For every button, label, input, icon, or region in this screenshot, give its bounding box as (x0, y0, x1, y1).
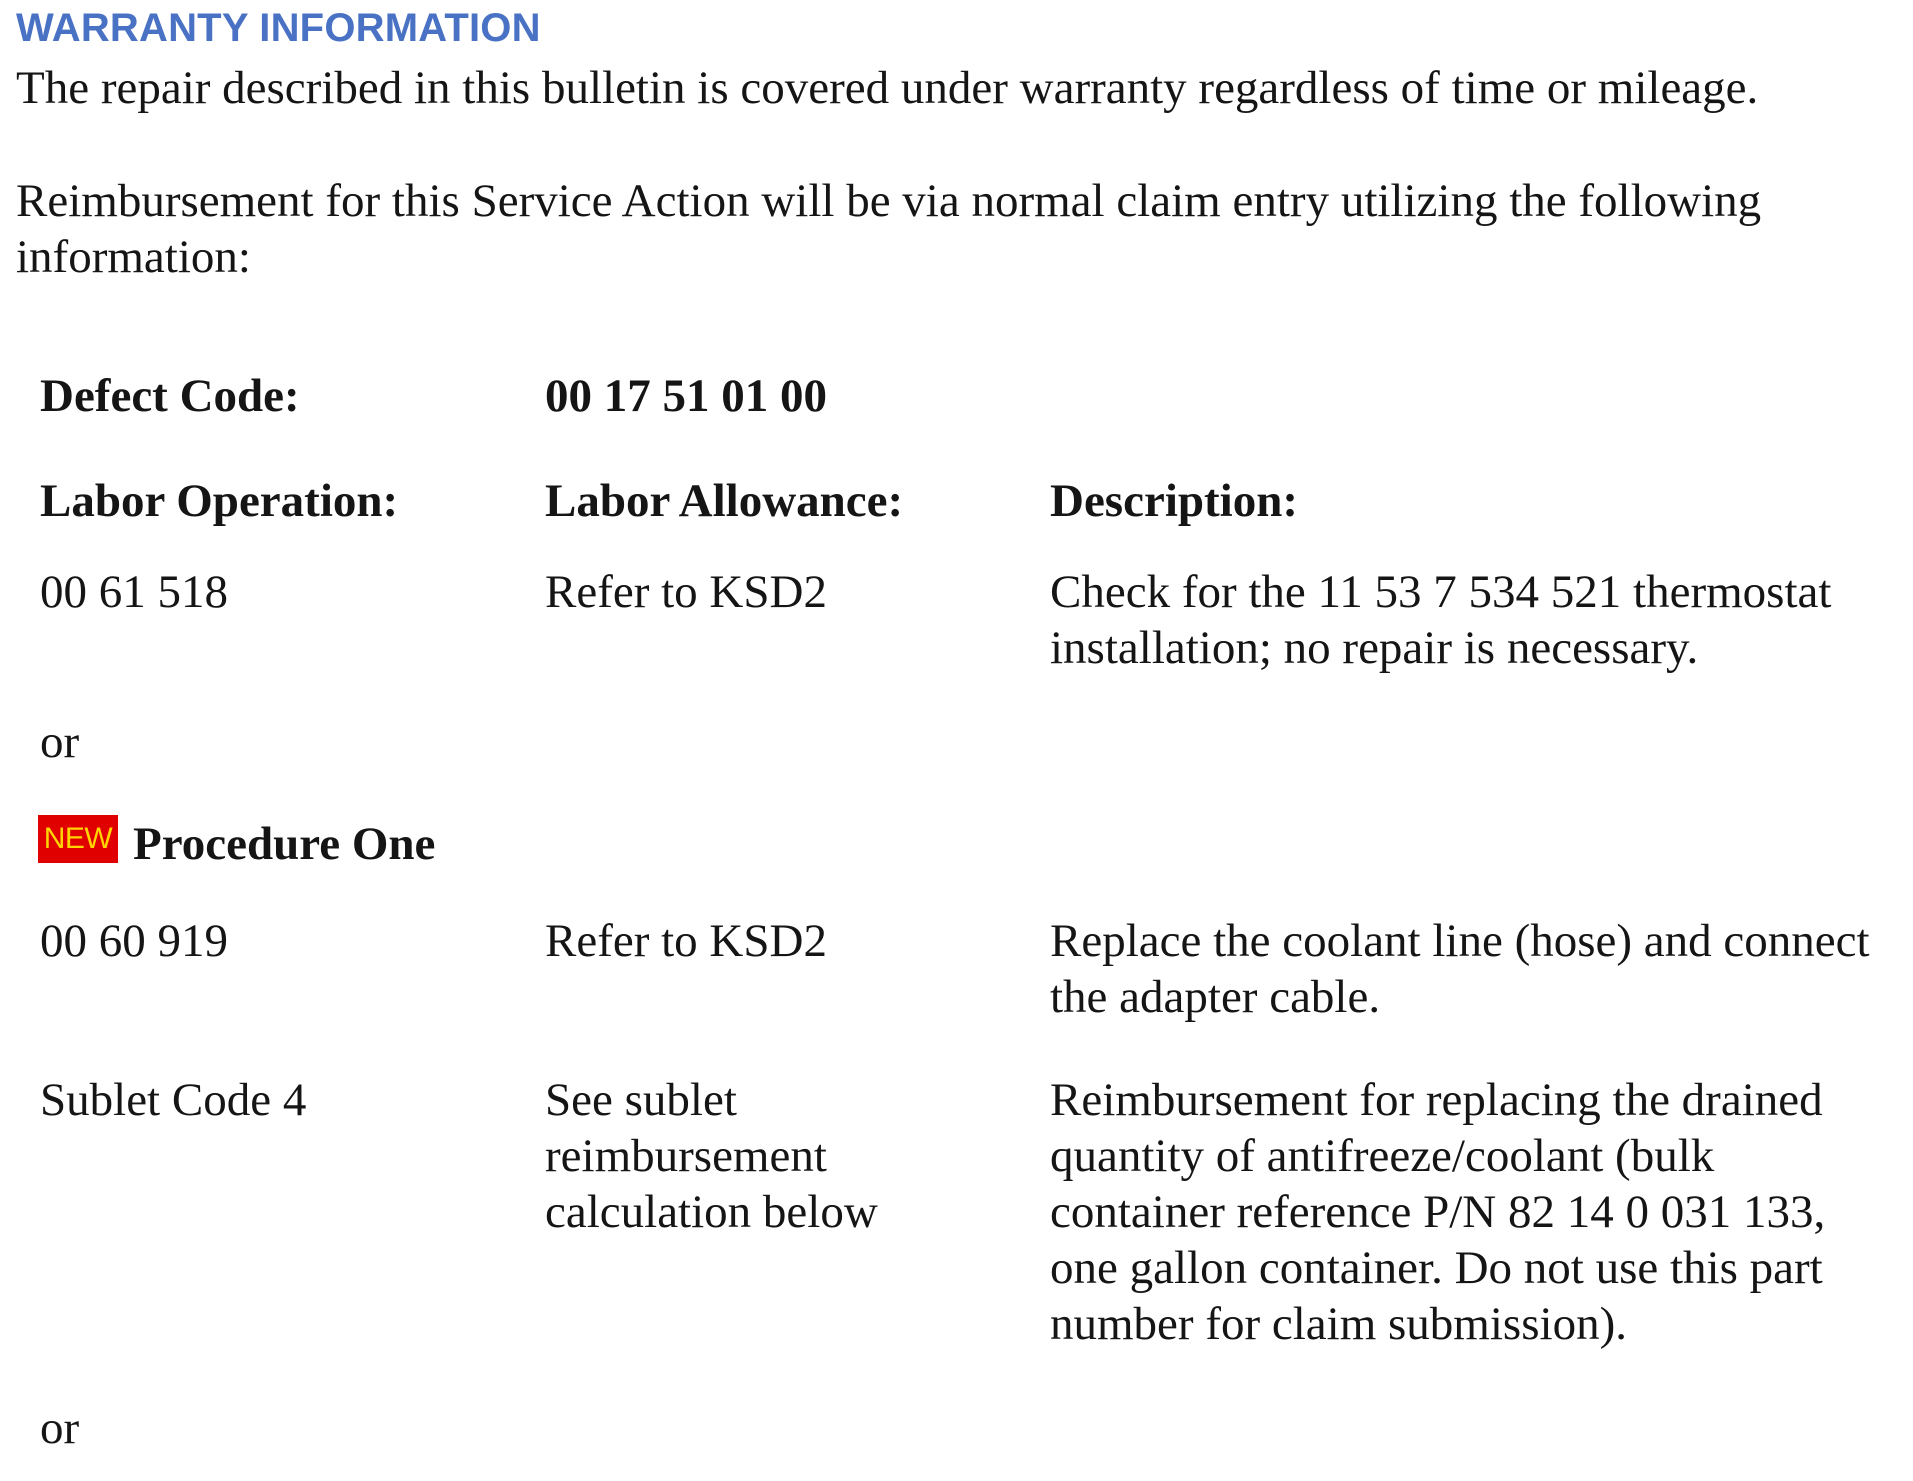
row-1-allowance: Refer to KSD2 (545, 566, 827, 618)
row-2-description: Replace the coolant line (hose) and connect the adapter cable. (1050, 915, 1870, 1023)
row-3-allowance: See sublet reimbursement calculation below (545, 1074, 878, 1238)
section-heading: WARRANTY INFORMATION (16, 6, 541, 50)
defect-code-value: 00 17 51 01 00 (545, 370, 827, 422)
defect-code-label: Defect Code: (40, 370, 300, 422)
row-2-allowance: Refer to KSD2 (545, 915, 827, 967)
row-3-description: Reimbursement for replacing the drained quantity of antifreeze/coolant (bulk container reference P/N 82 14 0 031 133, one gallon container. Do not use this part number for claim submission). (1050, 1074, 1826, 1350)
row-1-description: Check for the 11 53 7 534 521 thermostat installation; no repair is necessary. (1050, 566, 1832, 674)
row-3-operation: Sublet Code 4 (40, 1074, 307, 1126)
labor-operation-header: Labor Operation: (40, 475, 399, 527)
reimbursement-paragraph: Reimbursement for this Service Action will be via normal claim entry utilizing the following information: (16, 175, 1762, 283)
or-separator-2: or (40, 1402, 80, 1454)
row-2-operation: 00 60 919 (40, 915, 228, 967)
labor-allowance-header: Labor Allowance: (545, 475, 904, 527)
new-badge-icon: NEW (38, 815, 118, 863)
or-separator-1: or (40, 716, 80, 768)
procedure-title: Procedure One (133, 818, 436, 870)
row-1-operation: 00 61 518 (40, 566, 228, 618)
description-header: Description: (1050, 475, 1299, 527)
coverage-paragraph: The repair described in this bulletin is covered under warranty regardless of time or mileage. (16, 62, 1759, 114)
